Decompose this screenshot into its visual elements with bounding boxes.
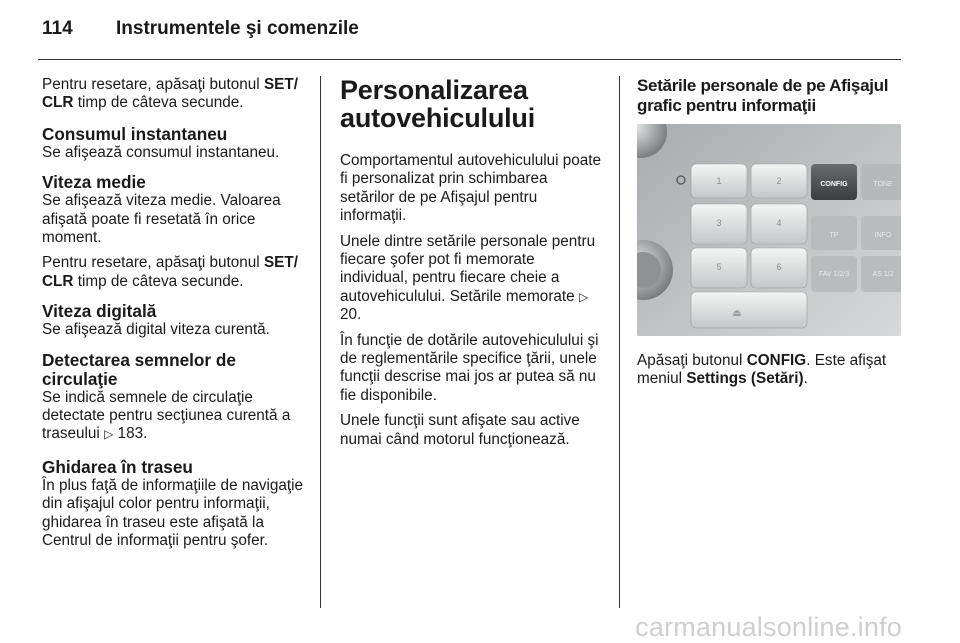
section-title: Personalizarea autovehiculului — [340, 75, 536, 133]
svg-text:TP: TP — [829, 232, 839, 239]
section-heading-setari: Setările personale de pe Afişajul grafic pentru informaţii — [637, 76, 889, 115]
heading-viteza-digitala: Viteza digitală — [42, 301, 157, 322]
page-number: 114 — [42, 18, 73, 39]
column-3 — [637, 76, 907, 396]
paragraph-setari-personale: Unele dintre setările personale pentru fiecare şofer pot fi memorate individual, pentru fiecare cheie a autovehiculului. Setările memorate ▷ 20. — [340, 232, 596, 324]
reset-paragraph-2: Pentru resetare, apăsaţi butonul SET/ CLR timp de câteva secunde. — [42, 254, 298, 290]
svg-text:1: 1 — [716, 176, 722, 186]
svg-text:INFO: INFO — [874, 232, 892, 239]
paragraph-config: Apăsaţi butonul CONFIG. Este afişat meniul Settings (Setări). — [637, 352, 887, 388]
svg-text:6: 6 — [776, 262, 782, 272]
svg-text:AS 1/2: AS 1/2 — [872, 271, 894, 278]
column-divider-2 — [619, 76, 620, 608]
heading-ghidarea: Ghidarea în traseu — [42, 456, 193, 477]
paragraph-ghidarea: În plus faţă de informaţiile de navigaţie din afişajul color pentru informaţii, ghidarea în traseu este afişată la Centrul de informaţii pentru şofer. — [42, 476, 304, 550]
svg-text:2: 2 — [776, 176, 782, 186]
paragraph-comportament: Comportamentul autovehiculului poate fi personalizat prin schimbarea setărilor de pe Afişajul pentru informaţii. — [340, 152, 602, 225]
column-1 — [42, 76, 310, 558]
heading-consum-instantaneu: Consumul instantaneu — [42, 123, 228, 144]
svg-text:FAV 1/2/3: FAV 1/2/3 — [818, 271, 850, 278]
header-rule — [38, 59, 901, 60]
svg-text:5: 5 — [716, 262, 722, 272]
watermark: carmanualsonline.info — [635, 612, 902, 642]
reset-paragraph: Pentru resetare, apăsaţi butonul SET/ CLR timp de câteva secunde. — [42, 76, 298, 112]
paragraph-viteza-digitala: Se afişează digital viteza curentă. — [42, 321, 270, 339]
column-divider-1 — [320, 76, 321, 608]
paragraph-functii: Unele funcţii sunt afişate sau active numai când motorul funcţionează. — [340, 412, 580, 448]
control-panel-photo — [637, 124, 901, 336]
page-title: Instrumentele şi comenzile — [116, 18, 359, 39]
heading-viteza-medie: Viteza medie — [42, 172, 146, 193]
triangle-right-icon: ▷ — [104, 427, 114, 442]
paragraph-consum: Se afişează consumul instantaneu. — [42, 143, 280, 161]
svg-text:CONFIG: CONFIG — [820, 181, 848, 188]
svg-text:4: 4 — [776, 218, 782, 228]
page-header — [42, 18, 359, 40]
paragraph-semne: Se indică semnele de circulaţie detectate pentru secţiunea curentă a traseului ▷ 183. — [42, 388, 291, 443]
svg-text:⏏: ⏏ — [732, 308, 742, 319]
paragraph-dotari: În funcţie de dotările autovehiculului şi de reglementările specifice ţării, unele funcţii descrise mai jos ar putea să nu fie disponibile. — [340, 331, 599, 404]
paragraph-viteza-medie: Se afişează viteza medie. Valoarea afişată poate fi resetată în orice moment. — [42, 192, 281, 247]
heading-detectarea-semnelor: Detectarea semnelor de circulaţie — [42, 349, 236, 389]
column-2 — [340, 76, 606, 456]
triangle-right-icon: ▷ — [578, 289, 589, 304]
svg-text:3: 3 — [716, 218, 722, 228]
svg-text:TONE: TONE — [873, 181, 893, 188]
